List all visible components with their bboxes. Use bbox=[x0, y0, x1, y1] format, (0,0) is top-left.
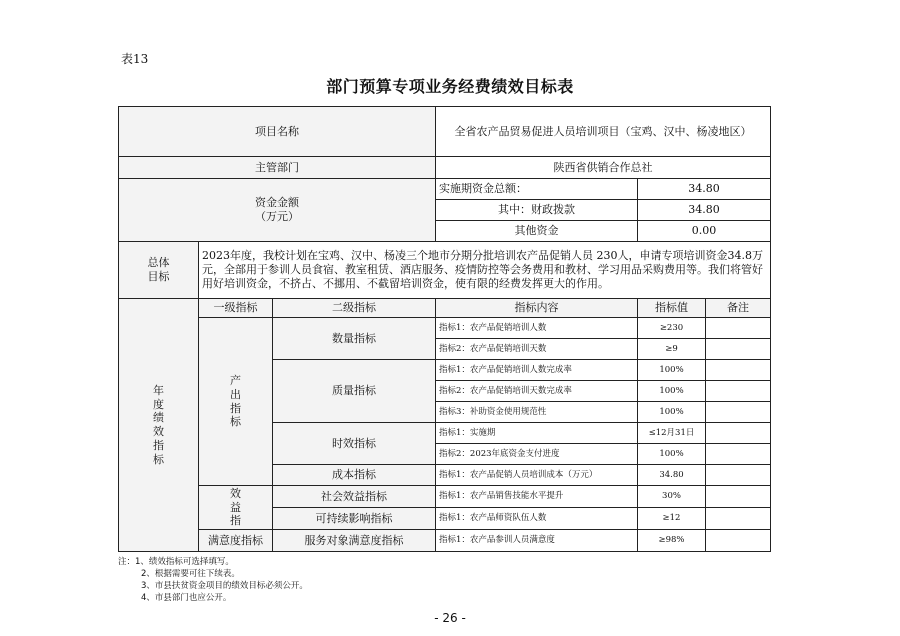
indicator-content: 指标1：农产品促销人员培训成本（万元） bbox=[436, 465, 638, 486]
indicator-remark bbox=[706, 360, 771, 381]
indicator-content: 指标1：农产品销售技能水平提升 bbox=[436, 486, 638, 508]
benefit-indicator-label bbox=[199, 486, 273, 530]
footnote: 4、市县部门也应公开。 bbox=[141, 593, 232, 603]
indicator-remark bbox=[706, 486, 771, 508]
page-number: - 26 - bbox=[434, 611, 466, 625]
table-row bbox=[119, 486, 771, 508]
indicator-content: 指标1：实施期 bbox=[436, 423, 638, 444]
output-label-char: 标 bbox=[230, 415, 241, 429]
project-name-label: 项目名称 bbox=[119, 107, 436, 157]
indicator-content: 指标2：农产品促销培训天数完成率 bbox=[436, 381, 638, 402]
footnotes bbox=[118, 556, 308, 604]
indicator-remark bbox=[706, 423, 771, 444]
benefit-label-char: 指 bbox=[230, 514, 241, 528]
department-label: 主管部门 bbox=[119, 157, 436, 179]
funds-other-value: 0.00 bbox=[638, 221, 771, 242]
output-label-char: 出 bbox=[230, 387, 241, 401]
performance-target-table bbox=[118, 106, 771, 552]
indicator-content: 指标1：农产品师资队伍人数 bbox=[436, 508, 638, 530]
overall-goal-label-line1: 总体 bbox=[147, 256, 170, 270]
header-content: 指标内容 bbox=[436, 299, 638, 318]
indicator-value: 100% bbox=[638, 360, 706, 381]
indicator-value: ≥9 bbox=[638, 339, 706, 360]
quality-indicator-label: 质量指标 bbox=[273, 360, 436, 423]
project-name-value: 全省农产品贸易促进人员培训项目（宝鸡、汉中、杨凌地区） bbox=[436, 107, 771, 157]
output-label-char: 产 bbox=[230, 374, 241, 387]
sustainable-impact-label: 可持续影响指标 bbox=[273, 508, 436, 530]
funds-fiscal-value: 34.80 bbox=[638, 200, 771, 221]
output-indicator-label bbox=[199, 318, 273, 486]
overall-goal-text: 2023年度，我校计划在宝鸡、汉中、杨凌三个地市分期分批培训农产品促销人员 230人，申请专项培训资金34.8万元，全部用于参训人员食宿、教室租赁、酒店服务、疫情防控等会务费用和教材、学习用品采购费用等。我们将管好用好培训资金，不挤占、不挪用、不截留培训资金，使有限的经费发挥更大的作用。 bbox=[199, 242, 771, 299]
indicator-value: 34.80 bbox=[638, 465, 706, 486]
footnote: 3、市县扶贫资金项目的绩效目标必须公开。 bbox=[141, 581, 308, 591]
indicator-value: 100% bbox=[638, 444, 706, 465]
funds-fiscal-label: 其中：财政拨款 bbox=[436, 200, 638, 221]
indicator-value: ≥12 bbox=[638, 508, 706, 530]
annual-label-char: 效 bbox=[153, 425, 164, 438]
footnote: 注：1、绩效指标可选择填写。 bbox=[118, 557, 234, 567]
funds-total-label: 实施期资金总额： bbox=[436, 179, 638, 200]
indicator-remark bbox=[706, 465, 771, 486]
indicator-remark bbox=[706, 530, 771, 552]
indicator-value: 100% bbox=[638, 402, 706, 423]
annual-label-char: 度 bbox=[153, 397, 164, 411]
benefit-label-char: 效 bbox=[230, 486, 241, 500]
social-benefit-label: 社会效益指标 bbox=[273, 486, 436, 508]
cost-indicator-label: 成本指标 bbox=[273, 465, 436, 486]
indicator-remark bbox=[706, 381, 771, 402]
funds-label bbox=[119, 179, 436, 242]
timeliness-indicator-label: 时效指标 bbox=[273, 423, 436, 465]
header-level2: 二级指标 bbox=[273, 299, 436, 318]
funds-label-line1: 资金金额 bbox=[255, 196, 299, 210]
table-number-label: 表13 bbox=[121, 52, 149, 66]
output-label-char: 指 bbox=[230, 401, 241, 415]
benefit-label-char: 益 bbox=[230, 500, 241, 514]
overall-goal-label bbox=[119, 242, 199, 299]
document-title: 部门预算专项业务经费绩效目标表 bbox=[326, 77, 574, 96]
indicator-content: 指标2：2023年底资金支付进度 bbox=[436, 444, 638, 465]
header-value: 指标值 bbox=[638, 299, 706, 318]
indicator-content: 指标2：农产品促销培训天数 bbox=[436, 339, 638, 360]
indicator-content: 指标1：农产品促销培训人数 bbox=[436, 318, 638, 339]
table-row bbox=[119, 318, 771, 339]
indicator-value: ≤12月31日 bbox=[638, 423, 706, 444]
annual-label-char: 标 bbox=[153, 452, 164, 466]
indicator-remark bbox=[706, 444, 771, 465]
annual-indicator-label bbox=[119, 299, 199, 552]
satisfaction-indicator-label: 满意度指标 bbox=[199, 530, 273, 552]
overall-goal-label-line2: 目标 bbox=[147, 270, 170, 283]
indicator-remark bbox=[706, 339, 771, 360]
department-value: 陕西省供销合作总社 bbox=[436, 157, 771, 179]
header-remark: 备注 bbox=[706, 299, 771, 318]
annual-label-char: 指 bbox=[153, 438, 164, 452]
indicator-value: ≥230 bbox=[638, 318, 706, 339]
annual-label-char: 年 bbox=[153, 383, 164, 397]
indicator-content: 指标1：农产品参训人员满意度 bbox=[436, 530, 638, 552]
footnote: 2、根据需要可往下续表。 bbox=[141, 569, 240, 579]
quantity-indicator-label: 数量指标 bbox=[273, 318, 436, 360]
indicator-content: 指标3：补助资金使用规范性 bbox=[436, 402, 638, 423]
table-row bbox=[119, 530, 771, 552]
header-level1: 一级指标 bbox=[199, 299, 273, 318]
indicator-remark bbox=[706, 318, 771, 339]
indicator-value: ≥98% bbox=[638, 530, 706, 552]
funds-label-line2: （万元） bbox=[255, 210, 299, 223]
indicator-value: 30% bbox=[638, 486, 706, 508]
indicator-remark bbox=[706, 508, 771, 530]
indicator-value: 100% bbox=[638, 381, 706, 402]
funds-total-value: 34.80 bbox=[638, 179, 771, 200]
service-satisfaction-label: 服务对象满意度指标 bbox=[273, 530, 436, 552]
funds-other-label: 其他资金 bbox=[436, 221, 638, 242]
indicator-content: 指标1：农产品促销培训人数完成率 bbox=[436, 360, 638, 381]
indicator-remark bbox=[706, 402, 771, 423]
annual-label-char: 绩 bbox=[153, 411, 164, 425]
